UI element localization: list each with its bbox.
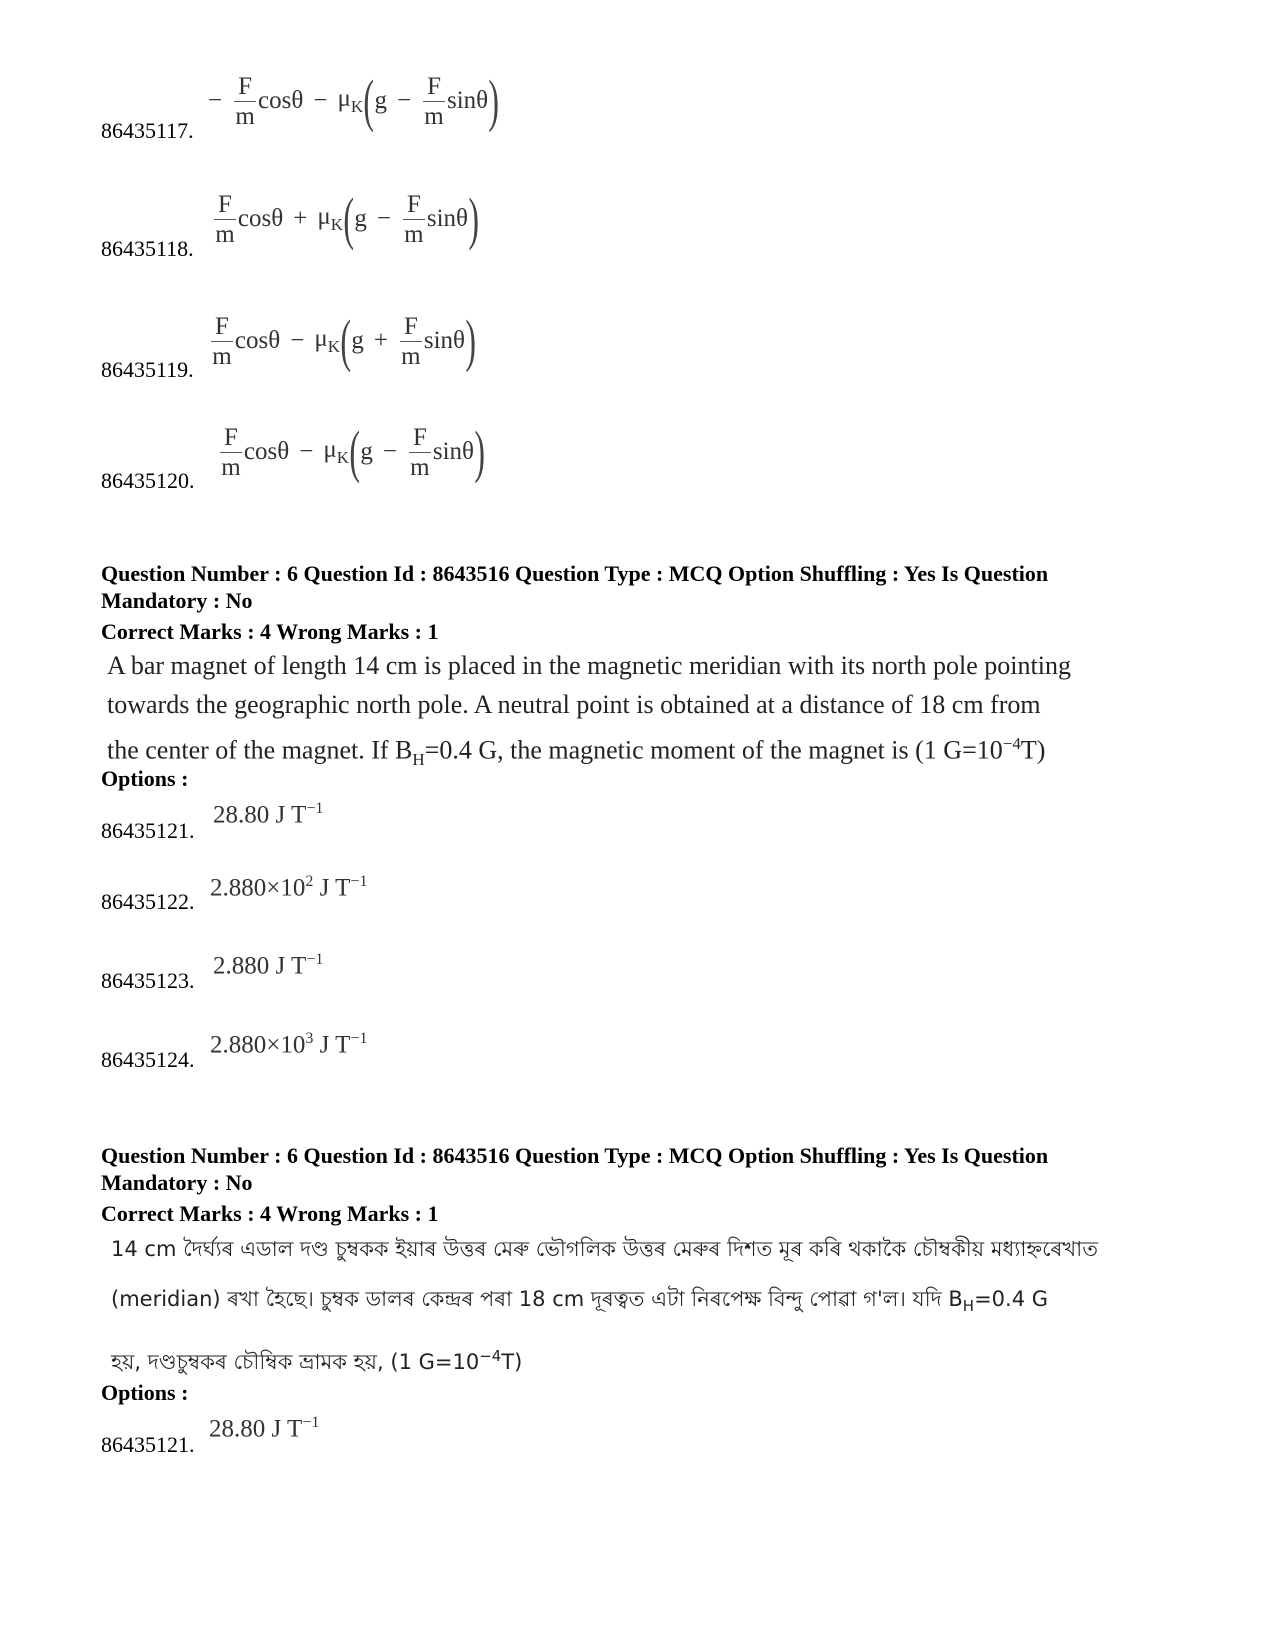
option-id: 86435121. [101, 1432, 195, 1457]
formula-option: − $\frac{F}{m}$ cosθ − $\mu_K$ ( g − $\frac{F}{m}$ sinθ ) [208, 68, 500, 133]
marks-line: Correct Marks : 4 Wrong Marks : 1 [101, 1201, 439, 1226]
option-id: 86435120. [101, 468, 195, 493]
question-text: A bar magnet of length 14 cm is placed in the magnetic meridian with its north pole pointing towards the geographic north pole. A neutral point is obtained at a distance of 18 cm from the center of the magnet. If $B_H=0.4$ G, the magnetic moment of the magnet is (1 $G=10^{-4}T$) [107, 651, 1071, 769]
option-id: 86435119. [101, 357, 194, 382]
marks-line: Correct Marks : 4 Wrong Marks : 1 [101, 619, 439, 644]
option-id: 86435123. [101, 968, 195, 993]
option-id: 86435121. [101, 818, 195, 843]
formula-option: $\frac{F}{m}$ cosθ − $\mu_K$ ( g − $\frac{F}{m}$ sinθ ) [221, 419, 485, 484]
option-id: 86435124. [101, 1047, 195, 1072]
options-label: Options : [101, 1380, 189, 1405]
option-id: 86435122. [101, 889, 195, 914]
option-value: 28.80 J $T^{-1}$ [213, 800, 324, 829]
formula-option: $\frac{F}{m}$ cosθ − $\mu_K$ ( g + $\frac{F}{m}$ sinθ ) [212, 308, 476, 373]
option-value: 2.880 J $T^{-1}$ [213, 951, 324, 980]
option-value: $2.880\times 10^3$ J $T^{-1}$ [210, 1030, 368, 1059]
question-header: Question Number : 6 Question Id : 8643516 Question Type : MCQ Option Shuffling : Yes Is Question Mandatory : No [101, 561, 1049, 613]
option-id: 86435118. [101, 236, 194, 261]
question-text: 14 cm দৈৰ্ঘ্যৰ এডাল দণ্ড চুম্বকক ইয়াৰ উত্তৰ মেৰু ভৌগলিক উত্তৰ মেৰুৰ দিশত মূৰ কৰি থকাকৈ চৌম্বকীয় মধ্যাহ্নৰেখাত (meridian) ৰখা হৈছে। চুম্বক ডালৰ কেন্দ্ৰৰ পৰা 18 cm দূৰত্বত এটা নিৰপেক্ষ বিন্দু পোৱা গ'ল। যদি $B_H=0.4$ G হয়, দণ্ডচুম্বকৰ চৌম্বিক ভ্ৰামক হয়, (1 $G=10^{-4}T$) [111, 1237, 1098, 1375]
option-value: 28.80 J $T^{-1}$ [209, 1414, 320, 1443]
option-value: $2.880\times 10^2$ J $T^{-1}$ [210, 873, 368, 902]
formula-option: $\frac{F}{m}$ cosθ + $\mu_K$ ( g − $\frac{F}{m}$ sinθ ) [215, 186, 479, 251]
options-label: Options : [101, 766, 189, 791]
question-header: Question Number : 6 Question Id : 8643516 Question Type : MCQ Option Shuffling : Yes Is Question Mandatory : No [101, 1143, 1049, 1195]
option-id: 86435117. [101, 118, 194, 143]
